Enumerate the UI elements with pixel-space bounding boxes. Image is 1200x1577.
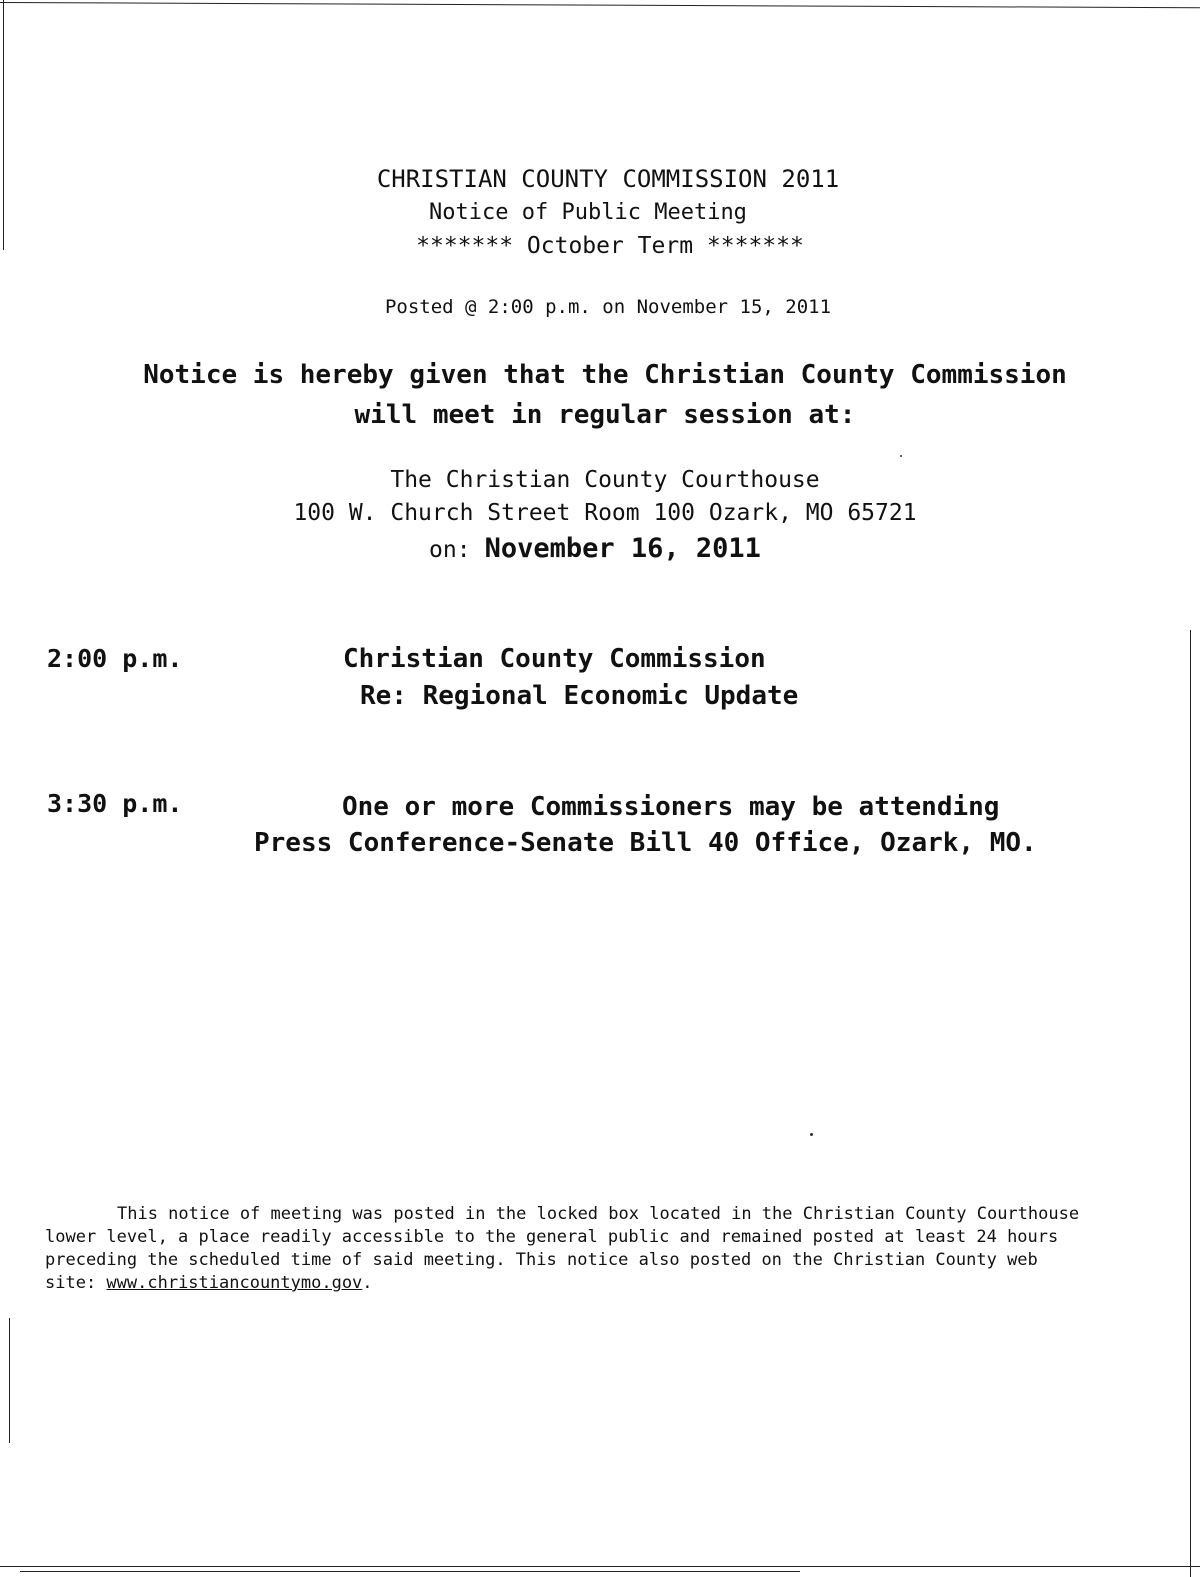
term-label: ******* October Term ******* bbox=[416, 233, 804, 259]
footer-line: preceding the scheduled time of said meeting. This notice also posted on the Christian County web bbox=[45, 1250, 1038, 1270]
scan-edge-right bbox=[1190, 630, 1191, 1577]
website-link[interactable]: www.christiancountymo.gov bbox=[106, 1273, 363, 1293]
footer-line bbox=[45, 1272, 1135, 1295]
footer-site-label: site: bbox=[45, 1273, 107, 1293]
document-title: CHRISTIAN COUNTY COMMISSION 2011 bbox=[376, 165, 840, 193]
scan-speck bbox=[810, 1133, 813, 1136]
agenda-item-time: 2:00 p.m. bbox=[47, 644, 183, 673]
notice-statement: Notice is hereby given that the Christian County Commission bbox=[143, 360, 1067, 390]
scan-edge-bottom bbox=[0, 1566, 1200, 1567]
posted-timestamp: Posted @ 2:00 p.m. on November 15, 2011 bbox=[384, 296, 832, 318]
scan-edge-top bbox=[0, 2, 1200, 8]
agenda-item-time: 3:30 p.m. bbox=[47, 789, 183, 818]
scan-edge-bottom-inner bbox=[20, 1571, 800, 1572]
agenda-item-subject: Re: Regional Economic Update bbox=[360, 681, 799, 711]
footer-line: lower level, a place readily accessible to the general public and remained posted at least 24 hours bbox=[45, 1227, 1059, 1247]
agenda-item-title: Christian County Commission bbox=[343, 644, 766, 674]
document-subtitle: Notice of Public Meeting bbox=[429, 200, 747, 225]
meeting-date-label: on: bbox=[429, 537, 471, 563]
footer-line: This notice of meeting was posted in the locked box located in the Christian County Courthouse bbox=[117, 1204, 1080, 1224]
scan-speck bbox=[900, 455, 902, 457]
location-name: The Christian County Courthouse bbox=[390, 467, 820, 493]
scan-edge-left-lower bbox=[9, 1318, 10, 1443]
meeting-date-row bbox=[0, 533, 1195, 564]
location-address: 100 W. Church Street Room 100 Ozark, MO 65721 bbox=[293, 500, 917, 526]
footer-period: . bbox=[362, 1273, 373, 1293]
agenda-item-subject: Press Conference-Senate Bill 40 Office, Ozark, MO. bbox=[254, 828, 1037, 858]
notice-statement-continued: will meet in regular session at: bbox=[354, 400, 856, 430]
agenda-item-title: One or more Commissioners may be attending bbox=[342, 792, 1000, 822]
posting-notice-footer bbox=[45, 1203, 1135, 1295]
meeting-date: November 16, 2011 bbox=[484, 533, 761, 564]
